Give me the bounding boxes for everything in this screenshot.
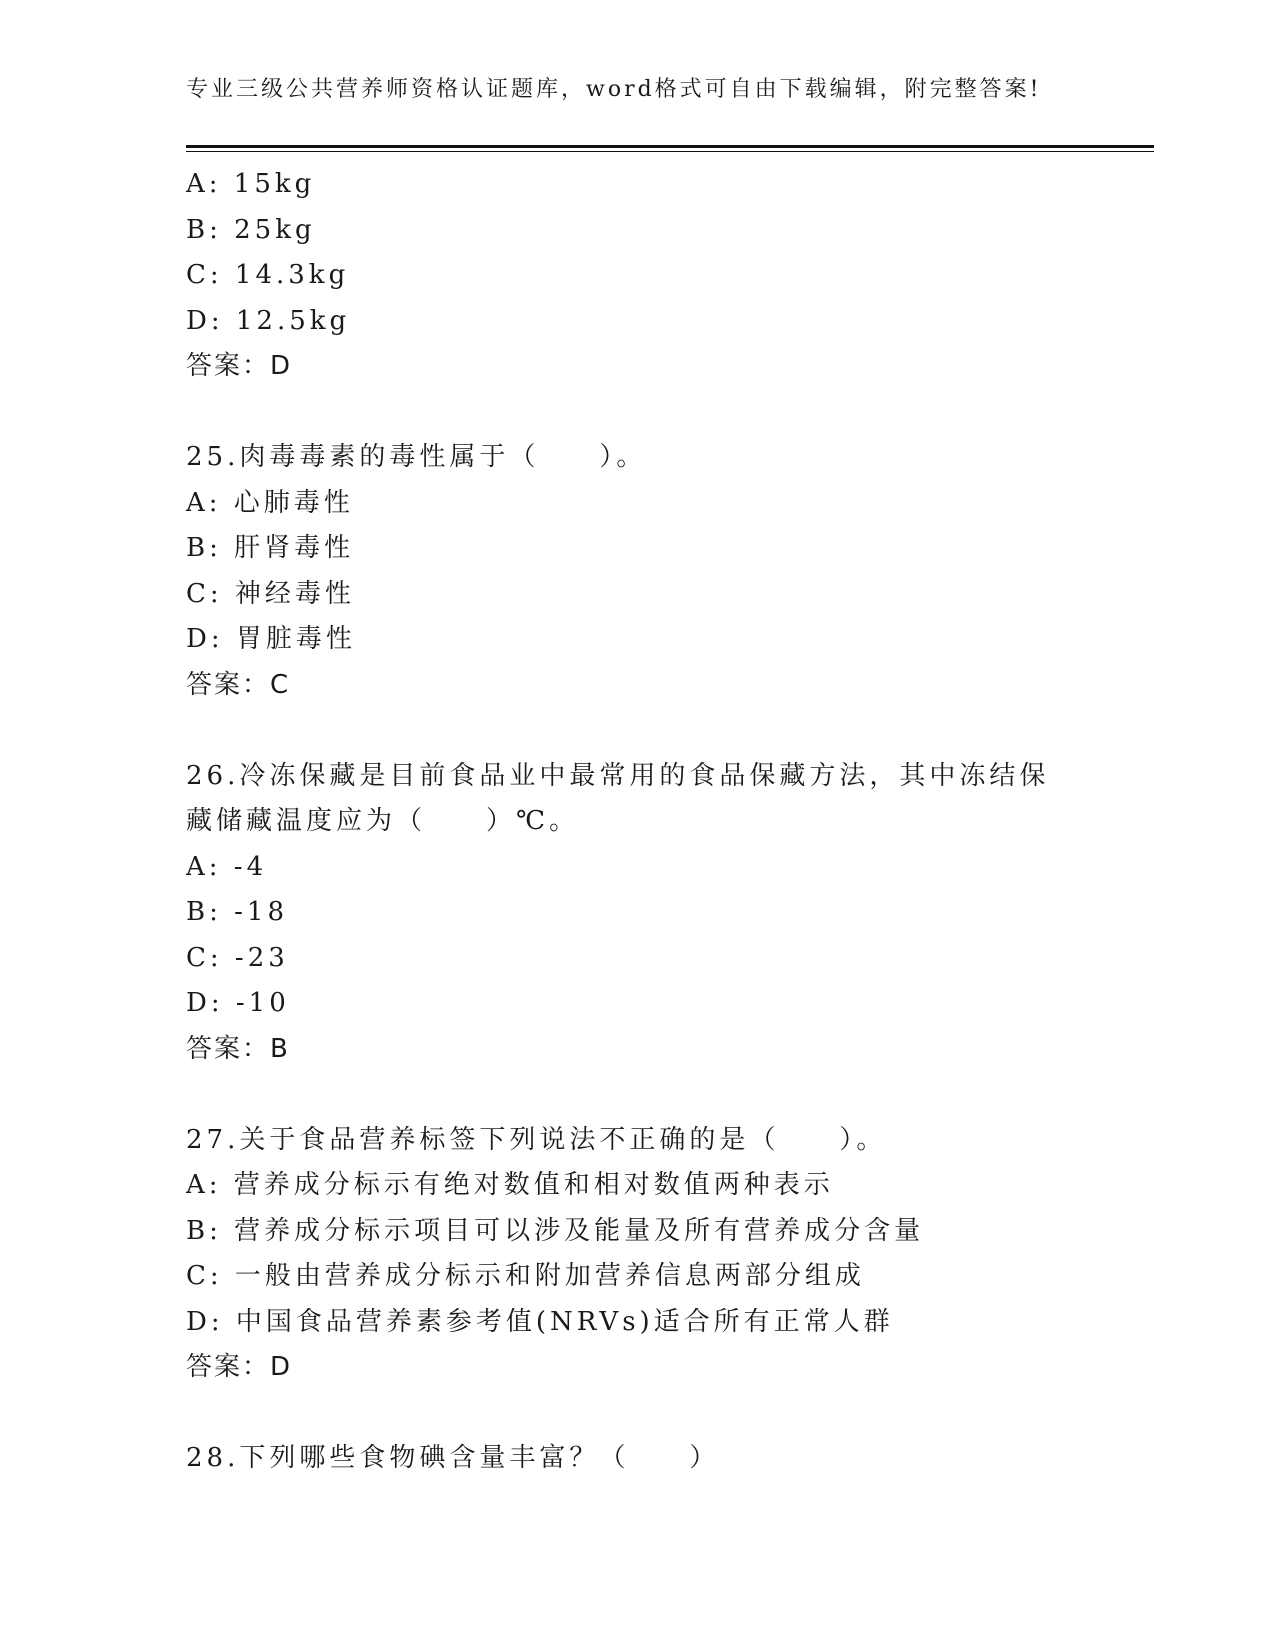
answer-text: 答案：D (186, 1352, 293, 1382)
question-27 (186, 1118, 1086, 1391)
option-d: D: 胃脏毒性 (186, 624, 356, 654)
option-c: C: 一般由营养成分标示和附加营养信息两部分组成 (186, 1261, 865, 1291)
option-b: B: 肝肾毒性 (186, 533, 355, 563)
answer-text: 答案：B (186, 1033, 290, 1064)
option-c: C: 神经毒性 (186, 578, 355, 609)
option-d: D: 12.5kg (186, 305, 351, 336)
question-24-continued (186, 162, 1086, 390)
option-a: A: 营养成分标示有绝对数值和相对数值两种表示 (186, 1170, 834, 1200)
option-d: D: -10 (186, 988, 290, 1018)
question-25 (186, 435, 1086, 708)
option-d: D: 中国食品营养素参考值(NRVs)适合所有正常人群 (186, 1306, 894, 1337)
question-stem: 27.关于食品营养标签下列说法不正确的是（ ）。 (186, 1124, 887, 1155)
option-a: A: 15kg (186, 169, 316, 199)
question-list (186, 162, 1086, 1482)
option-a: A: -4 (186, 851, 268, 882)
answer-text: 答案：D (186, 351, 293, 381)
question-stem: 28.下列哪些食物碘含量丰富？（ ） (186, 1443, 720, 1473)
option-b: B: 25kg (186, 214, 316, 245)
header-divider (186, 145, 1154, 152)
option-b: B: 营养成分标示项目可以涉及能量及所有营养成分含量 (186, 1215, 925, 1246)
option-c: C: -23 (186, 942, 289, 973)
question-26 (186, 754, 1086, 1073)
question-stem: 26.冷冻保藏是目前食品业中最常用的食品保藏方法，其中冻结保藏储藏温度应为（ ）℃。 (186, 760, 1050, 836)
option-b: B: -18 (186, 897, 288, 927)
question-28 (186, 1436, 1086, 1482)
question-stem: 25.肉毒毒素的毒性属于（ ）。 (186, 442, 647, 472)
answer-text: 答案：C (186, 669, 291, 700)
option-c: C: 14.3kg (186, 260, 350, 290)
option-a: A: 心肺毒性 (186, 487, 354, 518)
page-header: 专业三级公共营养师资格认证题库，word格式可自由下载编辑，附完整答案! (186, 77, 1042, 102)
